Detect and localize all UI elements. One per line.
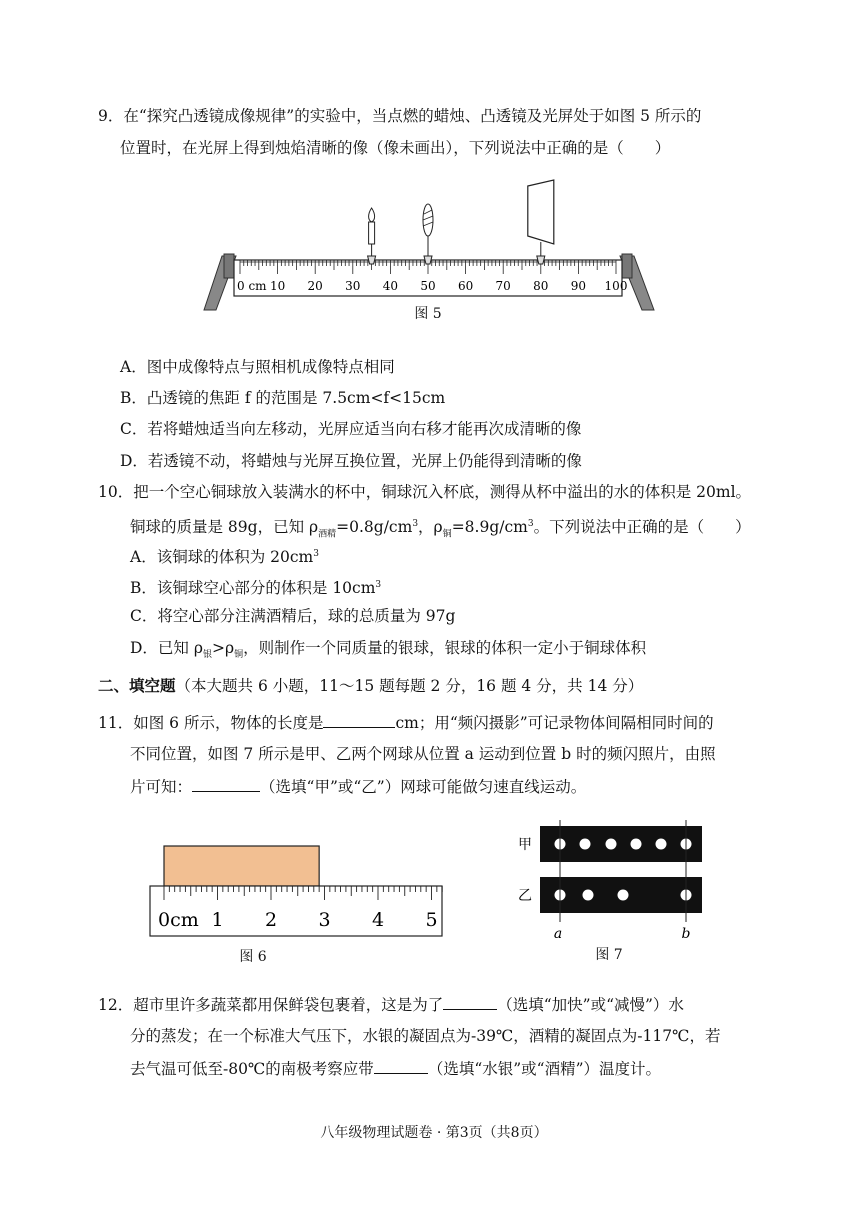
q9-line1: 9．在“探究凸透镜成像规律”的实验中，当点燃的蜡烛、凸透镜及光屏处于如图 5 所示的 [98, 107, 702, 125]
q10-line2: 铜球的质量是 89g，已知 $\rho_{酒精}=0.8g/cm^3$，$\rho_铜=8.9g/cm^3$。下列说法中正确的是（ ） [130, 518, 751, 540]
bench-left-post [224, 254, 234, 278]
figure-5-caption: 图 5 [414, 306, 442, 322]
page-footer: 八年级物理试题卷 · 第3页（共8页） [320, 1125, 548, 1141]
ruler-label: 4 [371, 909, 385, 931]
q11-line2: 不同位置，如图 7 所示是甲、乙两个网球从位置 a 运动到位置 b 时的频闪照片，由照 [130, 745, 716, 763]
label-b: b [681, 926, 691, 942]
ruler-label: 3 [318, 909, 331, 931]
bench-label: 30 [345, 279, 361, 293]
q10-line1: 10．把一个空心铜球放入装满水的杯中，铜球沉入杯底，测得从杯中溢出的水的体积是 20ml。 [98, 483, 752, 501]
ball-jia [580, 839, 591, 850]
q12-blank-1[interactable] [443, 993, 497, 1010]
figure-6-caption: 图 6 [239, 949, 267, 965]
row-yi-label: 乙 [518, 888, 532, 904]
figure-5-optical-bench [200, 178, 660, 313]
bench-right-post [622, 254, 632, 278]
ball-yi [618, 890, 629, 901]
q10-option-a: A．该铜球的体积为 $20cm^3$ [130, 548, 319, 567]
ruler-label: 0cm [158, 909, 199, 931]
q9-option-d: D．若透镜不动，将蜡烛与光屏互换位置，光屏上仍能得到清晰的像 [120, 452, 582, 470]
bench-label: 100 [604, 279, 628, 293]
q11-line1: 11．如图 6 所示，物体的长度是 cm；用“频闪摄影”可记录物体间隔相同时间的 [98, 711, 714, 734]
q12-line1: 12．超市里许多蔬菜都用保鲜袋包裹着，这是为了 （选填“加快”或“减慢”）水 [98, 993, 684, 1016]
ball-jia [631, 839, 642, 850]
q11-line3: 片可知： （选填“甲”或“乙”）网球可能做匀速直线运动。 [130, 775, 586, 798]
candle [368, 208, 376, 264]
q12-line3: 去气温可低至-80℃的南极考察应带 （选填“水银”或“酒精”）温度计。 [130, 1057, 661, 1080]
bench-label: 20 [307, 279, 323, 293]
label-a: a [553, 926, 563, 942]
bench-label: 40 [382, 279, 399, 293]
light-screen [528, 180, 554, 264]
q11-blank-1[interactable] [323, 711, 395, 728]
measured-block [164, 846, 319, 886]
q10-option-c: C．将空心部分注满酒精后，球的总质量为 97g [130, 607, 456, 625]
bench-label: 50 [420, 279, 436, 293]
q10-option-d: D．已知 $\rho_银>\rho_铜$，则制作一个同质量的银球，银球的体积一定小于铜球体积 [130, 639, 647, 661]
figure-7-strobe [508, 818, 728, 942]
ball-yi [583, 890, 594, 901]
bench-label: 0 cm [237, 279, 267, 293]
q12-blank-2[interactable] [374, 1057, 428, 1074]
ruler-label: 5 [425, 909, 438, 931]
bench-label: 90 [570, 279, 587, 293]
q9-line2: 位置时，在光屏上得到烛焰清晰的像（像未画出），下列说法中正确的是（ ） [120, 139, 671, 157]
ruler-label: 1 [211, 909, 224, 931]
row-jia-label: 甲 [518, 837, 532, 853]
ball-jia [606, 839, 617, 850]
convex-lens [423, 204, 433, 264]
figure-7-caption: 图 7 [595, 947, 623, 963]
q10-option-b: B．该铜球空心部分的体积是 $10cm^3$ [130, 579, 382, 598]
q11-blank-2[interactable] [192, 775, 260, 792]
bench-label: 70 [495, 279, 511, 293]
bench-label: 10 [269, 279, 286, 293]
ball-jia [656, 839, 667, 850]
q9-option-a: A．图中成像特点与照相机成像特点相同 [120, 358, 395, 376]
section-2-heading: 二、填空题（本大题共 6 小题，11～15 题每题 2 分，16 题 4 分，共 14 分） [98, 676, 644, 695]
q12-line2: 分的蒸发；在一个标准大气压下，水银的凝固点为-39℃，酒精的凝固点为-117℃，若 [130, 1027, 721, 1045]
ruler-label: 2 [264, 909, 278, 931]
bench-label: 80 [533, 279, 549, 293]
bench-label: 60 [457, 279, 474, 293]
figure-6-ruler [140, 838, 450, 943]
q9-option-b: B．凸透镜的焦距 f 的范围是 7.5cm<f<15cm [120, 389, 446, 407]
q9-option-c: C．若将蜡烛适当向左移动，光屏应适当向右移才能再次成清晰的像 [120, 420, 582, 438]
